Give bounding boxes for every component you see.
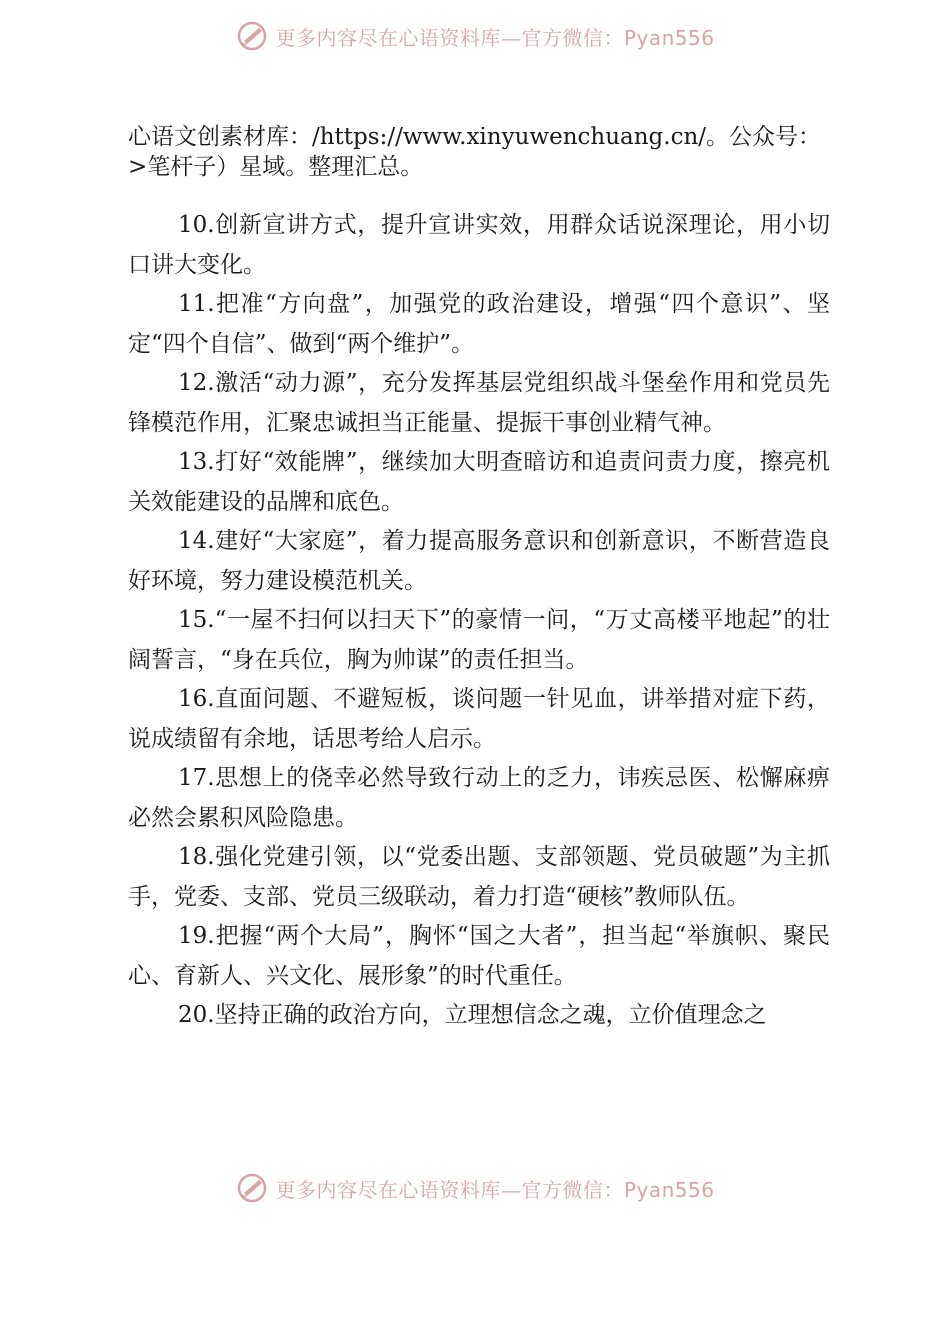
- banner-text: 更多内容尽在心语资料库—官方微信：Pyan556: [275, 1177, 715, 1202]
- wechat-id: Pyan556: [623, 25, 715, 50]
- paragraph-14: 14.建好“大家庭”，着力提高服务意识和创新意识，不断营造良好环境，努力建设模范机关。: [128, 528, 830, 594]
- brand-logo-icon: [235, 19, 269, 53]
- brand-logo-icon: [235, 1171, 269, 1205]
- paragraph-13: 13.打好“效能牌”，继续加大明查暗访和追责问责力度，擦亮机关效能建设的品牌和底色。: [128, 449, 830, 515]
- footer-banner: [0, 1168, 950, 1208]
- paragraph-15: 15.“一屋不扫何以扫天下”的豪情一问，“万丈高楼平地起”的壮阔誓言，“身在兵位，胸为帅谋”的责任担当。: [128, 607, 830, 673]
- paragraph-18: 18.强化党建引领，以“党委出题、支部领题、党员破题”为主抓手，党委、支部、党员三级联动，着力打造“硬核”教师队伍。: [128, 844, 830, 910]
- paragraph-17: 17.思想上的侥幸必然导致行动上的乏力，讳疾忌医、松懈麻痹必然会累积风险隐患。: [128, 765, 830, 831]
- paragraph-10: 10.创新宣讲方式，提升宣讲实效，用群众话说深理论，用小切口讲大变化。: [128, 212, 830, 278]
- paragraph-20: 20.坚持正确的政治方向，立理想信念之魂，立价值理念之: [178, 1002, 767, 1028]
- paragraph-19: 19.把握“两个大局”，胸怀“国之大者”，担当起“举旗帜、聚民心、育新人、兴文化、展形象”的时代重任。: [128, 923, 830, 989]
- paragraph-16: 16.直面问题、不避短板，谈问题一针见血，讲举措对症下药，说成绩留有余地，话思考给人启示。: [128, 686, 830, 752]
- header-banner: [0, 16, 950, 56]
- wechat-id: Pyan556: [623, 1177, 715, 1202]
- banner-text: 更多内容尽在心语资料库—官方微信：Pyan556: [275, 25, 715, 50]
- source-line: 心语文创素材库：/https://www.xinyuwenchuang.cn/。公众号：>笔杆子）星域。整理汇总。: [128, 124, 822, 180]
- paragraph-12: 12.激活“动力源”，充分发挥基层党组织战斗堡垒作用和党员先锋模范作用，汇聚忠诚担当正能量、提振干事创业精气神。: [128, 370, 830, 436]
- paragraph-11: 11.把准“方向盘”，加强党的政治建设，增强“四个意识”、坚定“四个自信”、做到“两个维护”。: [128, 291, 830, 357]
- document-body: [128, 122, 830, 1036]
